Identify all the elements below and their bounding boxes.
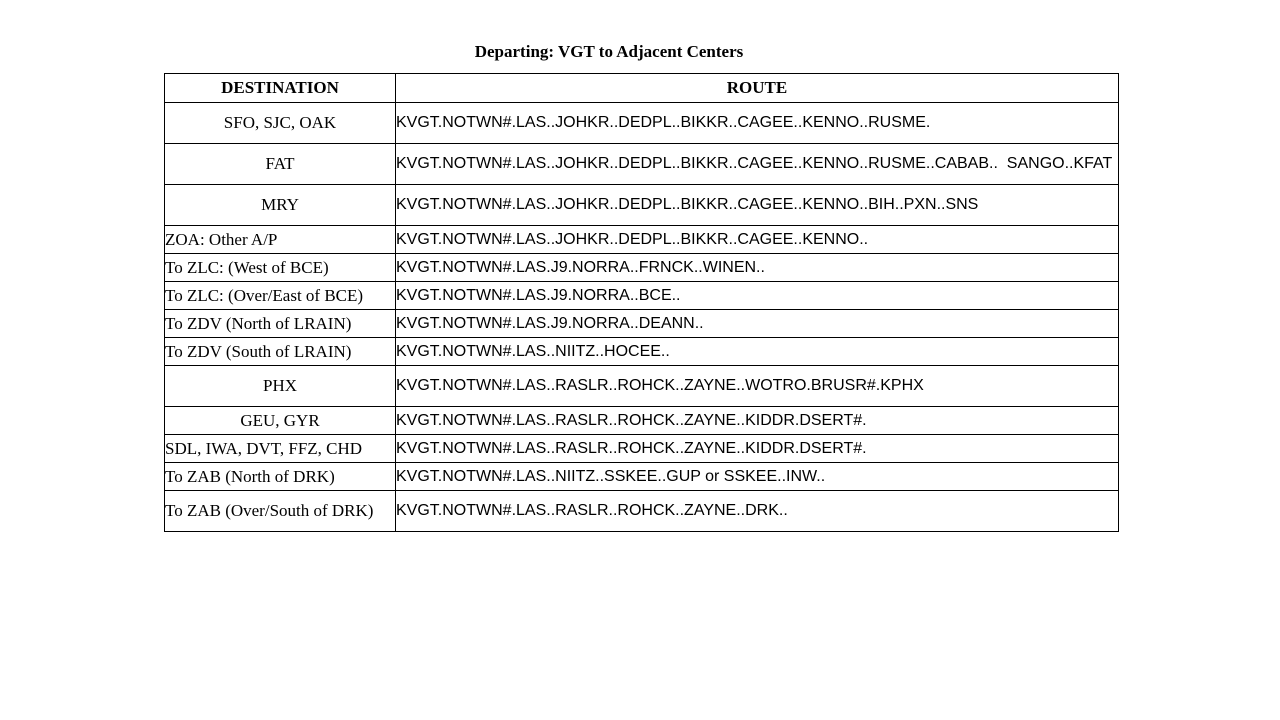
- table-row: [165, 144, 1119, 185]
- route-cell: KVGT.NOTWN#.LAS..JOHKR..DEDPL..BIKKR..CAGEE..KENNO..RUSME.: [396, 103, 1119, 144]
- destination-cell: GEU, GYR: [165, 407, 396, 435]
- route-cell: KVGT.NOTWN#.LAS..JOHKR..DEDPL..BIKKR..CAGEE..KENNO..: [396, 226, 1119, 254]
- route-cell: KVGT.NOTWN#.LAS.J9.NORRA..DEANN..: [396, 310, 1119, 338]
- table-row: [165, 435, 1119, 463]
- route-cell: KVGT.NOTWN#.LAS..RASLR..ROHCK..ZAYNE..WOTRO.BRUSR#.KPHX: [396, 366, 1119, 407]
- table-row: [165, 366, 1119, 407]
- route-cell: KVGT.NOTWN#.LAS..RASLR..ROHCK..ZAYNE..KIDDR.DSERT#.: [396, 407, 1119, 435]
- route-cell: KVGT.NOTWN#.LAS..NIITZ..SSKEE..GUP or SSKEE..INW..: [396, 463, 1119, 491]
- destination-cell: MRY: [165, 185, 396, 226]
- destination-cell: To ZAB (Over/South of DRK): [165, 491, 396, 532]
- table-row: [165, 185, 1119, 226]
- route-cell: KVGT.NOTWN#.LAS.J9.NORRA..FRNCK..WINEN..: [396, 254, 1119, 282]
- table-row: [165, 282, 1119, 310]
- table-row: [165, 491, 1119, 532]
- destination-cell: To ZDV (North of LRAIN): [165, 310, 396, 338]
- route-cell: KVGT.NOTWN#.LAS.J9.NORRA..BCE..: [396, 282, 1119, 310]
- routes-table: [164, 73, 1119, 532]
- route-cell: KVGT.NOTWN#.LAS..JOHKR..DEDPL..BIKKR..CAGEE..KENNO..BIH..PXN..SNS: [396, 185, 1119, 226]
- table-row: [165, 463, 1119, 491]
- route-cell: KVGT.NOTWN#.LAS..RASLR..ROHCK..ZAYNE..KIDDR.DSERT#.: [396, 435, 1119, 463]
- destination-cell: SDL, IWA, DVT, FFZ, CHD: [165, 435, 396, 463]
- destination-cell: FAT: [165, 144, 396, 185]
- header-destination: DESTINATION: [165, 74, 396, 103]
- table-row: [165, 338, 1119, 366]
- table-row: [165, 254, 1119, 282]
- route-cell: KVGT.NOTWN#.LAS..JOHKR..DEDPL..BIKKR..CAGEE..KENNO..RUSME..CABAB.. SANGO..KFAT: [396, 144, 1119, 185]
- destination-cell: To ZLC: (West of BCE): [165, 254, 396, 282]
- destination-cell: To ZLC: (Over/East of BCE): [165, 282, 396, 310]
- table-title: Departing: VGT to Adjacent Centers: [474, 42, 744, 61]
- route-cell: KVGT.NOTWN#.LAS..RASLR..ROHCK..ZAYNE..DRK..: [396, 491, 1119, 532]
- table-row: [165, 310, 1119, 338]
- table-row: [165, 226, 1119, 254]
- destination-cell: To ZDV (South of LRAIN): [165, 338, 396, 366]
- table-row: [165, 103, 1119, 144]
- header-route: ROUTE: [396, 74, 1119, 103]
- destination-cell: SFO, SJC, OAK: [165, 103, 396, 144]
- destination-cell: ZOA: Other A/P: [165, 226, 396, 254]
- table-row: [165, 407, 1119, 435]
- header-row: [165, 74, 1119, 103]
- destination-cell: To ZAB (North of DRK): [165, 463, 396, 491]
- destination-cell: PHX: [165, 366, 396, 407]
- route-cell: KVGT.NOTWN#.LAS..NIITZ..HOCEE..: [396, 338, 1119, 366]
